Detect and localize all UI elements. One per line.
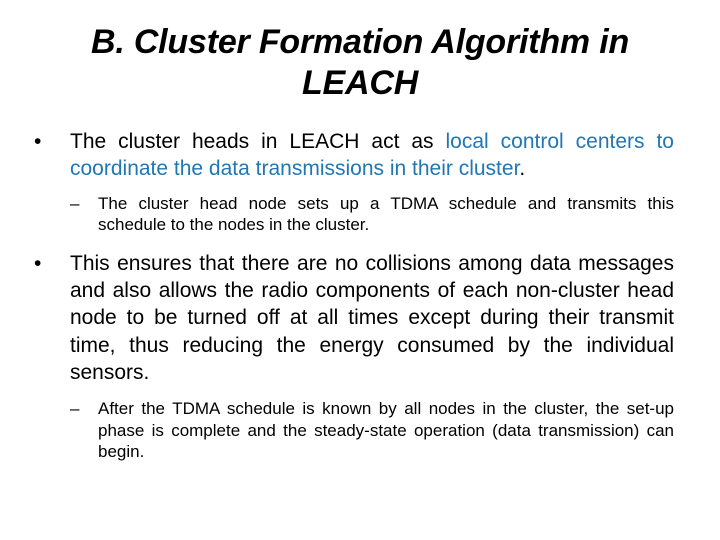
slide-title: B. Cluster Formation Algorithm in LEACH [90,23,630,103]
sub-bullet-marker: – [70,399,80,419]
bullet-item-1 [34,128,674,183]
bullet-1-text-after: . [519,157,526,181]
sub-bullet-item-2 [34,398,674,463]
sub-bullet-1-text: The cluster head node sets up a TDMA schedule and transmits this schedule to the nodes in the cluster. [98,193,674,235]
slide-content [34,128,674,463]
bullet-1-text-before: The cluster heads in LEACH act as [70,130,446,153]
bullet-1-highlight: local control centers to coordinate the data transmissions in their cluster [70,130,674,181]
sub-bullet-marker: – [70,193,80,213]
bullet-marker: • [34,251,42,275]
sub-bullet-2-text: After the TDMA schedule is known by all nodes in the cluster, the set-up phase is complete and the steady-state operation (data transmission) can begin. [98,399,674,462]
bullet-item-2 [34,250,674,386]
sub-bullet-item-1 [34,193,674,236]
bullet-marker: • [34,130,42,153]
bullet-2-text: This ensures that there are no collisions among data messages and also allows the radio components of each non-cluster head node to be turned off at all times except during their transmit time, thus reducing the energy consumed by the individual sensors. [70,251,674,384]
